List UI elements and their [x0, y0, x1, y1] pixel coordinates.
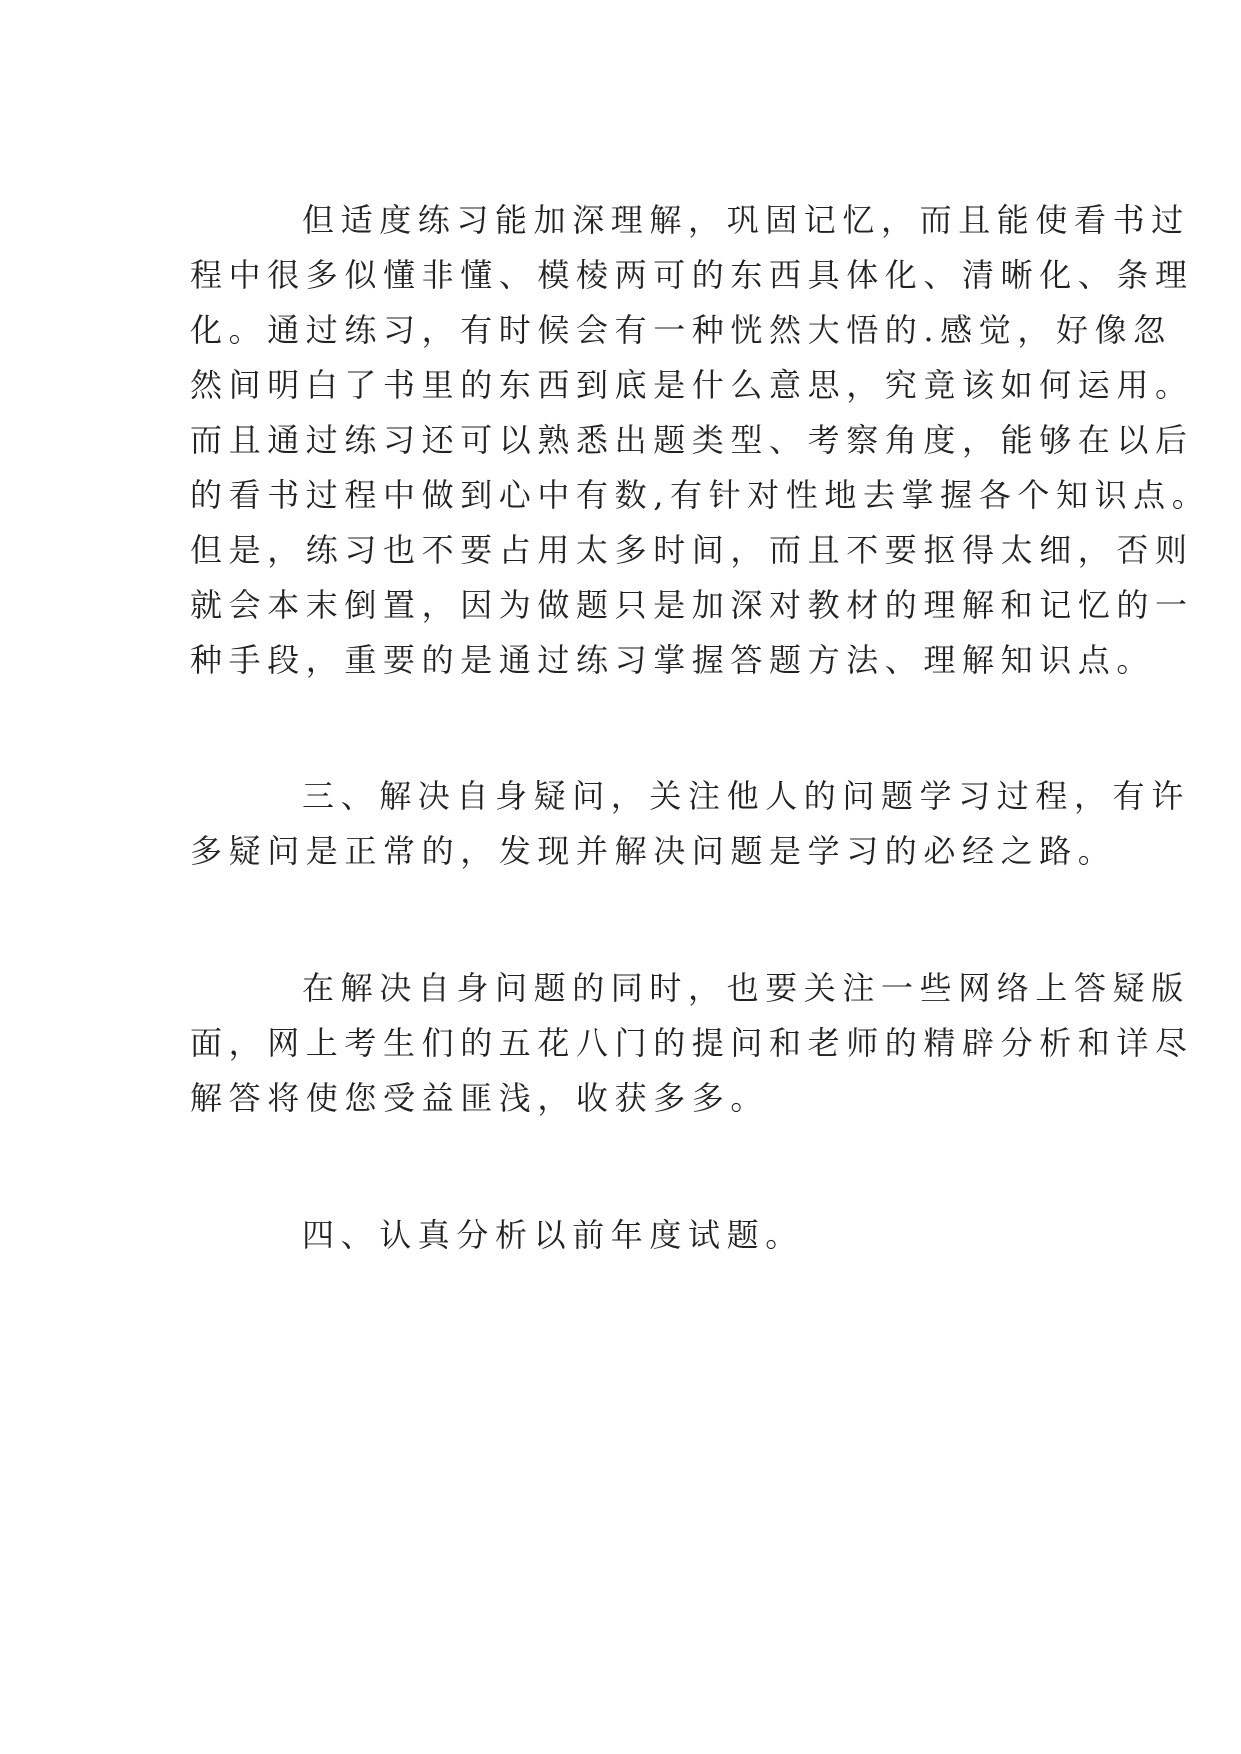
paragraph-line: 而且通过练习还可以熟悉出题类型、考察角度，能够在以后 — [190, 421, 1194, 459]
paragraph-line: 但适度练习能加深理解，巩固记忆，而且能使看书过 — [302, 201, 1190, 239]
paragraph-line: 四、认真分析以前年度试题。 — [302, 1216, 804, 1254]
paragraph-line: 的看书过程中做到心中有数,有针对性地去掌握各个知识点。 — [190, 476, 1211, 514]
paragraph-line: 种手段，重要的是通过练习掌握答题方法、理解知识点。 — [190, 641, 1156, 679]
paragraph-line: 面，网上考生们的五花八门的提问和老师的精辟分析和详尽 — [190, 1024, 1194, 1062]
paragraph-line: 化。通过练习，有时候会有一种恍然大悟的.感觉，好像忽 — [190, 311, 1172, 349]
paragraph-line: 在解决自身问题的同时，也要关注一些网络上答疑版 — [302, 969, 1190, 1007]
paragraph-line: 然间明白了书里的东西到底是什么意思，究竟该如何运用。 — [190, 366, 1194, 404]
paragraph-line: 就会本末倒置，因为做题只是加深对教材的理解和记忆的一 — [190, 586, 1194, 624]
paragraph-line: 解答将使您受益匪浅，收获多多。 — [190, 1079, 770, 1117]
paragraph-line: 三、解决自身疑问，关注他人的问题学习过程，有许 — [302, 777, 1190, 815]
paragraph-line: 但是，练习也不要占用太多时间，而且不要抠得太细，否则 — [190, 531, 1194, 569]
paragraph-line: 多疑问是正常的，发现并解决问题是学习的必经之路。 — [190, 832, 1117, 870]
paragraph-line: 程中很多似懂非懂、模棱两可的东西具体化、清晰化、条理 — [190, 256, 1194, 294]
